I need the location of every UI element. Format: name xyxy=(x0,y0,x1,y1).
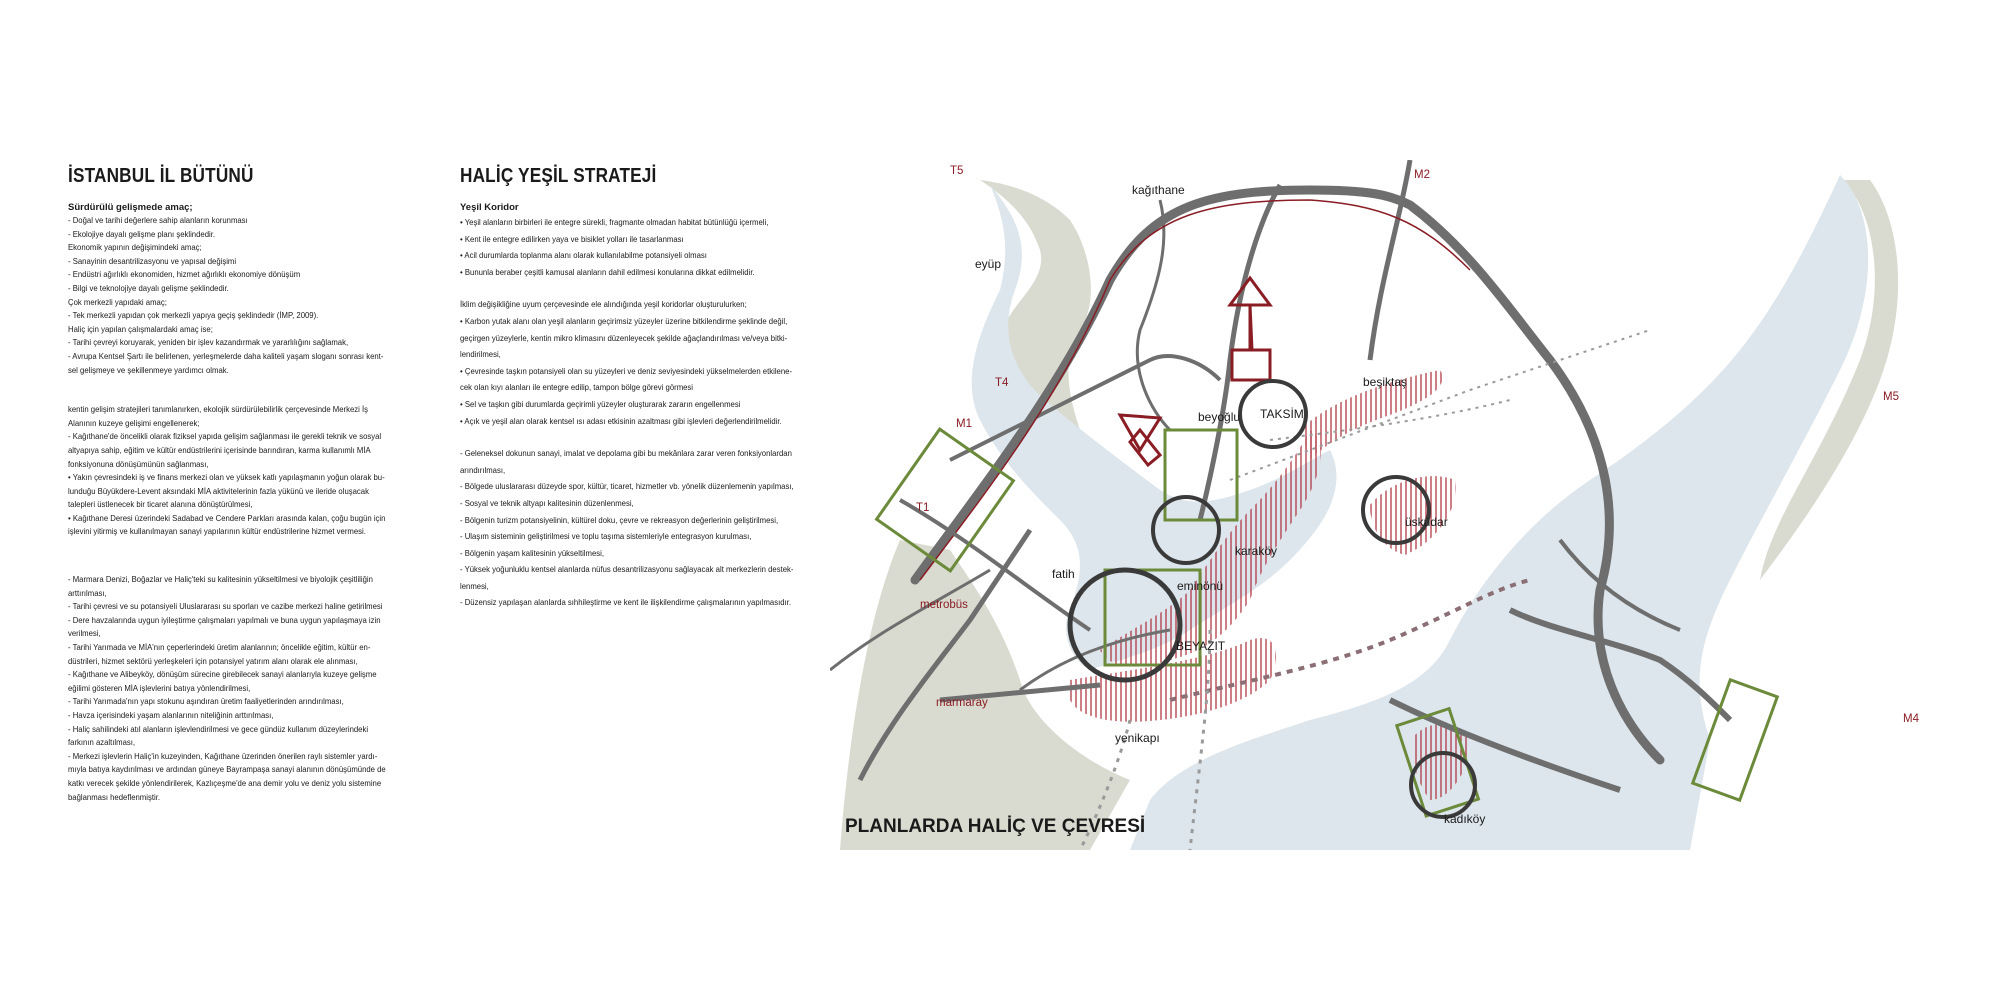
text-line: Haliç için yapılan çalışmalardaki amaç ise; xyxy=(68,323,213,334)
text-line: kentin gelişim stratejileri tanımlanırken, ekolojik sürdürülebilirlik çerçevesinde Merkezi İş xyxy=(68,404,369,415)
text-line: talepleri üstlenecek bir ticaret alanına dönüştürülmesi, xyxy=(68,499,253,510)
section-subtitle: Yeşil Koridor xyxy=(460,202,519,213)
text-line: arttırılması, xyxy=(68,587,107,598)
label-fatih: fatih xyxy=(1052,567,1075,581)
label-karakoy: karaköy xyxy=(1235,544,1278,558)
dotted-line-m5 xyxy=(1230,330,1650,480)
text-line: - Tarihi çevresi ve su potansiyeli Uluslararası su sporları ve cazibe merkezi haline getirilmesi xyxy=(68,601,383,612)
label-yenikapi: yenikapı xyxy=(1115,731,1160,745)
text-line: - Yüksek yoğunluklu kentsel alanlarda nüfus desantrilizasyonu sağlayacak alt merkezlerin destek- xyxy=(460,564,794,575)
text-line: - Ekolojiye dayalı gelişme planı şeklindedir. xyxy=(68,228,216,239)
label-taksim: TAKSİM xyxy=(1260,407,1304,421)
text-line: bağlanması hedeflenmiştir. xyxy=(68,791,161,802)
paragraph-1 xyxy=(68,214,428,377)
text-line: katkı verecek şekilde yönlendirilerek, Kazlıçeşme'de ana demir yolu ve deniz yolu sistemine xyxy=(68,777,382,788)
paragraph-2 xyxy=(68,403,428,539)
text-line: • Sel ve taşkın gibi durumlarda geçirimli yüzeyler oluşturarak zararın engellenmesi xyxy=(460,398,741,409)
text-line: işlevini yitirmiş ve kullanılmayan sanayi yapılarının kültür endüstrilerine hizmet vermesi. xyxy=(68,526,366,537)
text-line: - Tarihi Yarımada'nın yapı stokunu aşındıran üretim faaliyetlerinden arındırılması, xyxy=(68,696,344,707)
label-eyup: eyüp xyxy=(975,257,1002,271)
text-line: - Bölgenin turizm potansiyelinin, kültürel doku, çevre ve rekreasyon değerlerinin geliştirilmesi, xyxy=(460,514,779,525)
text-line: mıyla batıya kaydırılması ve ardından güneye Bayrampaşa sanayi alanının dönüşümünde de xyxy=(68,764,386,775)
text-line: - Tek merkezli yapıdan çok merkezli yapıya geçiş şeklindedir (İMP, 2009). xyxy=(68,310,319,321)
label-m1: M1 xyxy=(956,418,972,430)
text-line: • Açık ve yeşil alan olarak kentsel ısı adası etkisinin azaltması gibi işlevleri değerlendirilmelidir. xyxy=(460,415,782,426)
text-line: • Kağıthane Deresi üzerindeki Sadabad ve Cendere Parkları arasında kalan, çoğu bugün için xyxy=(68,512,386,523)
arrow-northwest-icon xyxy=(1120,415,1160,465)
text-line: Alanının kuzeye gelişimi engellenerek; xyxy=(68,417,200,428)
text-line: • Kent ile entegre edilirken yaya ve bisiklet yolları ile tasarlanması xyxy=(460,233,684,244)
section-title: İSTANBUL İL BÜTÜNÜ xyxy=(68,165,254,187)
text-line: - Doğal ve tarihi değerlere sahip alanların korunması xyxy=(68,215,248,225)
text-line: • Yeşil alanların birbirleri ile entegre sürekli, fragmante olmadan habitat bütünlüğü içermeli, xyxy=(460,217,769,227)
text-line: - Kağıthane ve Alibeyköy, dönüşüm sürecine girebilecek sanayi alanlarıyla kuzeye gelişme xyxy=(68,669,377,680)
label-m2: M2 xyxy=(1414,169,1430,181)
text-line: - Geleneksel dokunun sanayi, imalat ve depolama gibi bu mekânlara zarar veren fonksiyonlardan xyxy=(460,448,792,459)
text-line: - Avrupa Kentsel Şartı ile belirlenen, yerleşmelerde daha kaliteli yaşam sloganı sonrası kent- xyxy=(68,350,384,361)
halic-yesil-strateji-section xyxy=(460,165,840,611)
text-line: arındırılması, xyxy=(460,464,506,475)
text-line: - Düzensiz yapılaşan alanlarda sıhhileştirme ve kent ile ilişkilendirme çalışmalarının yapılmasıdır. xyxy=(460,597,792,608)
label-eminonu: eminönü xyxy=(1177,579,1224,593)
label-m5: M5 xyxy=(1883,391,1899,403)
text-line: sel gelişmeye ve şekillenmeye yardımcı olmak. xyxy=(68,364,229,375)
text-line: - Sanayinin desantrilizasyonu ve yapısal değişimi xyxy=(68,255,237,266)
label-kagithane: kağıthane xyxy=(1132,183,1185,197)
label-t1: T1 xyxy=(916,502,930,514)
text-line: - Merkezi işlevlerin Haliç'in kuzeyinden, Kağıthane üzerinden önerilen raylı sistemler yardı- xyxy=(68,750,378,761)
text-line: • Acil durumlarda toplanma alanı olarak kullanılabilme potansiyeli olması xyxy=(460,250,707,261)
text-line: düstrileri, hizmet sektörü yerleşkeleri için potansiyel yatırım alanı olarak ele alınması, xyxy=(68,655,358,666)
text-line: lunduğu Büyükdere-Levent aksındaki MİA aktivitelerinin fazla yükünü ve ileride oluşacak xyxy=(68,485,369,496)
paragraph-1 xyxy=(460,214,840,280)
label-kadikoy: kadıköy xyxy=(1444,812,1486,826)
section-subtitle: Sürdürülü gelişmede amaç; xyxy=(68,202,193,213)
label-beyoglu: beyoğlu xyxy=(1198,410,1241,424)
text-line: geçirgen yüzeylerle, kentin mikro klimasını düzenleyecek şekilde ağaçlandırılması ve/veya bitki- xyxy=(460,332,788,343)
label-metrobus: metrobüs xyxy=(920,599,968,611)
text-line: farkının azaltılması, xyxy=(68,737,136,748)
label-marmaray: marmaray xyxy=(936,697,988,709)
label-m4: M4 xyxy=(1903,713,1919,725)
text-line: lendirilmesi, xyxy=(460,349,501,360)
text-line: - Bölgenin yaşam kalitesinin yükseltilmesi, xyxy=(460,547,605,558)
text-line: • Karbon yutak alanı olan yeşil alanların geçirimsiz yüzeyler üzerine bitkilendirme şeklinde değil, xyxy=(460,315,788,326)
text-line: Çok merkezli yapıdaki amaç; xyxy=(68,296,167,307)
label-uskudar: üsküdar xyxy=(1405,515,1448,529)
text-line: - Bilgi ve teknolojiye dayalı gelişme şeklindedir. xyxy=(68,282,229,293)
text-line: - Havza içerisindeki yaşam alanlarının niteliğinin arttırılması, xyxy=(68,710,274,720)
text-line: fonksiyonuna dönüşümünün sağlanması, xyxy=(68,458,209,469)
text-line: verilmesi, xyxy=(68,628,101,639)
text-line: lenmesi, xyxy=(460,580,489,591)
text-line: - Kağıthane'de öncelikli olarak fiziksel yapıda gelişim sağlanması ile gerekli teknik ve sosyal xyxy=(68,431,382,442)
text-line: Ekonomik yapının değişimindeki amaç; xyxy=(68,242,202,253)
text-line: - Endüstri ağırlıklı ekonomiden, hizmet ağırlıklı ekonomiye dönüşüm xyxy=(68,269,301,280)
text-line: - Sosyal ve teknik altyapı kalitesinin düzenlenmesi, xyxy=(460,497,634,508)
text-line: - Dere havzalarında uygun iyileştirme çalışmaları yapılmalı ve buna uygun yapılaşmaya izin xyxy=(68,614,381,625)
text-line: • Bununla beraber çeşitli kamusal alanların dahil edilmesi konularına dikkat edilmelidir. xyxy=(460,266,755,277)
text-line: cek olan kıyı alanları ile entegre edilip, tampon bölge görevi görmesi xyxy=(460,382,694,393)
text-line: - Tarihi çevreyi koruyarak, yeniden bir işlev kazandırmak ve yararlılığını sağlamak, xyxy=(68,337,349,348)
text-line: • Yakın çevresindeki iş ve finans merkezi olan ve yüksek katlı yapılaşmanın yoğun olarak bu- xyxy=(68,472,385,483)
label-beyazit: BEYAZIT xyxy=(1176,639,1226,653)
label-t4: T4 xyxy=(995,377,1009,389)
text-line: - Haliç sahilindeki atıl alanların işlevlendirilmesi ve gece gündüz kullanım düzeylerindeki xyxy=(68,723,369,734)
halic-map xyxy=(830,160,1960,860)
road-north-south xyxy=(1200,185,1280,520)
text-line: - Marmara Denizi, Boğazlar ve Haliç'teki su kalitesinin yükseltilmesi ve biyolojik çeşitliliğin xyxy=(68,574,373,585)
section-title: HALİÇ YEŞİL STRATEJİ xyxy=(460,165,657,187)
text-line: - Ulaşım sisteminin geliştirilmesi ve toplu taşıma sistemleriyle entegrasyon kurulması, xyxy=(460,531,752,542)
paragraph-2 xyxy=(460,296,840,429)
paragraph-3 xyxy=(460,445,840,611)
text-line: eğilimi gösteren MİA işlevlerini batıya yönlendirilmesi, xyxy=(68,682,251,693)
text-line: İklim değişikliğine uyum çerçevesinde ele alındığında yeşil koridorlar oluşturulurken; xyxy=(460,299,747,310)
text-line: - Tarihi Yarımada ve MİA'nın çeperlerindeki üretim alanlarının; öncelikle eğitim, kültür en- xyxy=(68,642,371,653)
istanbul-il-butunu-section xyxy=(68,165,428,804)
text-line: • Çevresinde taşkın potansiyeli olan su yüzeyleri ve deniz seviyesindeki yükselmelerden etkilene- xyxy=(460,365,793,376)
text-line: - Bölgede uluslararası düzeyde spor, kültür, ticaret, hizmetler vb. yönelik düzenlemenin yapılması, xyxy=(460,481,794,492)
label-t5: T5 xyxy=(950,165,964,177)
text-line: altyapıya sahip, eğitim ve kültür endüstrilerini içerisinde barındıran, karma kullanımlı MİA xyxy=(68,444,371,455)
paragraph-3 xyxy=(68,573,428,804)
label-besiktas: beşiktaş xyxy=(1363,375,1408,389)
map-title: PLANLARDA HALİÇ VE ÇEVRESİ xyxy=(845,816,1146,837)
